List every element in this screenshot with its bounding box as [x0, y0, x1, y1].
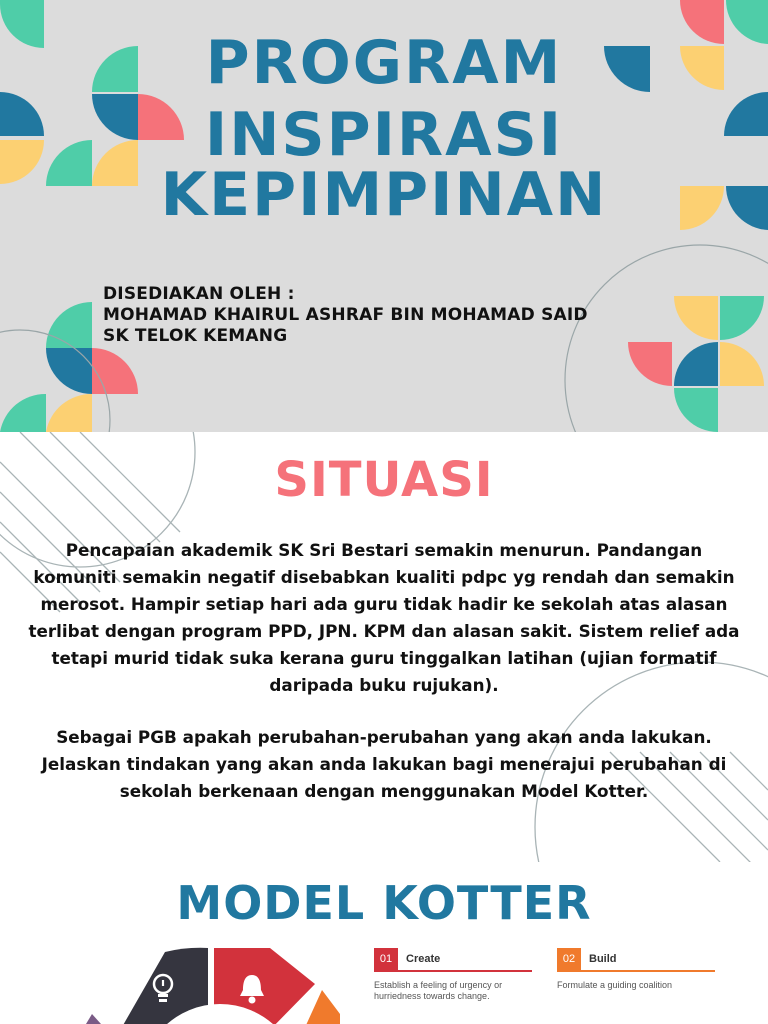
step-description: Formulate a guiding coalition	[557, 980, 673, 990]
step-number-badge: 02	[557, 948, 581, 970]
step-description: Establish a feeling of urgency or hurriedness towards change.	[374, 980, 503, 1001]
situation-paragraph: Pencapaian akademik SK Sri Bestari semakin menurun. Pandangan komuniti semakin negatif disebabkan kualiti pdpc yg rendah dan semakin merosot. Hampir setiap hari ada guru tidak hadir ke sekolah atas alasan terlibat dengan program PPD, JPN. KPM dan alasan sakit. Sistem relief ada tetapi murid tidak suka kerana guru tinggalkan latihan (ujian formatif daripada buku rujukan).	[28, 540, 740, 695]
prepared-by-label: DISEDIAKAN OLEH :	[103, 284, 295, 304]
school-name: SK TELOK KEMANG	[103, 326, 288, 346]
title-line-2: INSPIRASI	[204, 100, 564, 170]
author-name: MOHAMAD KHAIRUL ASHRAF BIN MOHAMAD SAID	[103, 305, 588, 325]
kotter-heading: MODEL KOTTER	[176, 876, 592, 930]
kotter-step-2	[557, 948, 719, 991]
title-slide	[0, 0, 768, 432]
step-number-badge: 01	[374, 948, 398, 970]
kotter-wheel	[70, 944, 370, 1024]
step-divider	[557, 970, 715, 972]
step-divider	[374, 970, 532, 972]
bell-icon	[236, 972, 268, 1006]
title-line-1: PROGRAM	[205, 28, 563, 98]
wheel-segment-orange	[302, 990, 340, 1024]
situasi-heading: SITUASI	[274, 452, 494, 508]
kotter-slide	[0, 862, 768, 1024]
step-title: Create	[406, 953, 441, 965]
kotter-step-1	[374, 948, 536, 1002]
lightbulb-icon	[150, 972, 176, 1006]
question-paragraph: Sebagai PGB apakah perubahan-perubahan yang akan anda lakukan. Jelaskan tindakan yang akan anda lakukan bagi menerajui perubahan di sekolah berkenaan dengan menggunakan Model Kotter.	[41, 727, 727, 801]
step-title: Build	[589, 953, 617, 965]
wheel-segment-purple	[80, 1014, 110, 1024]
title-line-3: KEPIMPINAN	[160, 160, 608, 230]
situasi-slide	[0, 432, 768, 862]
